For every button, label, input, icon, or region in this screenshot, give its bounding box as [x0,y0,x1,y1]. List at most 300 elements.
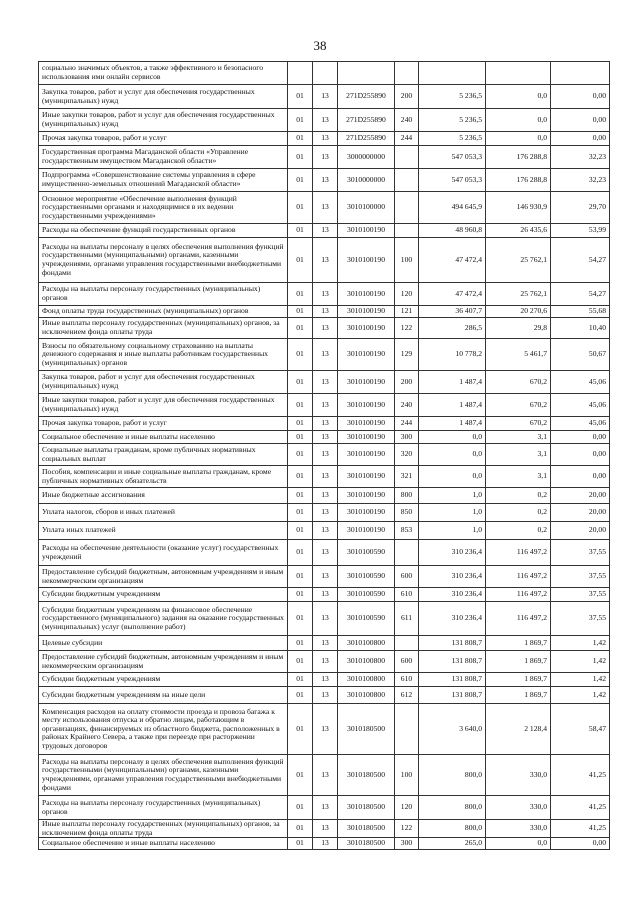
row-c1-cell: 01 [288,283,313,306]
row-c4-cell: 100 [395,238,419,283]
row-c1-cell: 01 [288,796,313,820]
row-v1-cell: 47 472,4 [419,238,486,283]
row-c2-cell [313,62,338,85]
row-c4-cell: 244 [395,132,419,146]
row-v2-cell: 0,2 [486,488,551,504]
row-v3-cell: 0,00 [551,132,610,146]
row-c2-cell: 13 [313,687,338,704]
row-label-cell: Субсидии бюджетным учреждениям на финансовое обеспечение государственного (муниципального) задания на оказание государственных (муниципальных) услуг (выполнение работ) [39,602,288,636]
row-v2-cell: 1 869,7 [486,651,551,673]
row-c2-cell: 13 [313,318,338,339]
row-v1-cell: 5 236,5 [419,132,486,146]
row-c1-cell: 01 [288,755,313,796]
row-c2-cell: 13 [313,306,338,318]
row-v1-cell: 5 236,5 [419,109,486,132]
table-row [39,466,610,488]
row-v2-cell: 2 128,4 [486,704,551,755]
row-v1-cell: 5 236,5 [419,85,486,109]
row-c1-cell: 01 [288,339,313,371]
row-c2-cell: 13 [313,838,338,850]
row-c2-cell: 13 [313,466,338,488]
row-v1-cell: 1,0 [419,488,486,504]
row-c2-cell: 13 [313,488,338,504]
row-v1-cell: 131 808,7 [419,687,486,704]
row-v1-cell: 131 808,7 [419,636,486,651]
row-c4-cell: 300 [395,838,419,850]
row-v3-cell: 54,27 [551,238,610,283]
row-c3-cell: 3010100190 [338,444,395,466]
row-v1-cell: 1 487,4 [419,394,486,417]
row-c4-cell: 600 [395,566,419,588]
row-c2-cell: 13 [313,431,338,444]
row-v2-cell: 3,1 [486,466,551,488]
row-c1-cell: 01 [288,306,313,318]
row-v3-cell: 37,55 [551,566,610,588]
row-v2-cell: 3,1 [486,431,551,444]
row-v1-cell: 47 472,4 [419,283,486,306]
row-c2-cell: 13 [313,636,338,651]
row-label-cell: Целевые субсидии [39,636,288,651]
row-c3-cell: 3010100590 [338,566,395,588]
row-v2-cell: 146 930,9 [486,192,551,224]
row-label-cell: Предоставление субсидий бюджетным, автономным учреждениям и иным некоммерческим организациям [39,566,288,588]
table-row [39,431,610,444]
row-v2-cell: 1 869,7 [486,673,551,687]
row-c4-cell: 129 [395,339,419,371]
row-label-cell: Расходы на обеспечение деятельности (оказание услуг) государственных учреждений [39,540,288,566]
row-c2-cell: 13 [313,85,338,109]
row-v1-cell: 494 645,9 [419,192,486,224]
row-c1-cell: 01 [288,687,313,704]
row-label-cell: Закупка товаров, работ и услуг для обеспечения государственных (муниципальных) нужд [39,371,288,394]
row-v3-cell: 20,00 [551,522,610,540]
row-v2-cell: 176 288,8 [486,169,551,192]
row-v2-cell: 116 497,2 [486,566,551,588]
row-c3-cell [338,62,395,85]
row-c1-cell: 01 [288,146,313,169]
row-c2-cell: 13 [313,651,338,673]
table-row [39,838,610,850]
row-c3-cell: 271D255890 [338,132,395,146]
row-v2-cell: 1 869,7 [486,636,551,651]
table-row [39,651,610,673]
row-c2-cell: 13 [313,504,338,522]
row-v3-cell: 45,06 [551,417,610,431]
row-label-cell: Уплата иных платежей [39,522,288,540]
row-v3-cell: 41,25 [551,820,610,838]
row-c3-cell: 3010100000 [338,192,395,224]
row-c3-cell: 3010100800 [338,673,395,687]
row-c4-cell: 611 [395,602,419,636]
table-row [39,238,610,283]
row-c3-cell: 3010100190 [338,522,395,540]
table-row [39,687,610,704]
row-v1-cell: 547 053,3 [419,169,486,192]
row-v3-cell: 41,25 [551,755,610,796]
row-c4-cell: 320 [395,444,419,466]
row-c4-cell: 120 [395,283,419,306]
row-v1-cell: 3 640,0 [419,704,486,755]
row-c1-cell: 01 [288,132,313,146]
table-row [39,85,610,109]
row-c4-cell: 600 [395,651,419,673]
table-row [39,339,610,371]
row-c4-cell: 610 [395,673,419,687]
row-c4-cell: 321 [395,466,419,488]
row-label-cell: Взносы по обязательному социальному страхованию на выплаты денежного содержания и иные выплаты работникам государственных (муниципальных) органов [39,339,288,371]
row-c4-cell: 122 [395,820,419,838]
row-c2-cell: 13 [313,602,338,636]
row-v3-cell: 0,00 [551,109,610,132]
row-v3-cell: 0,00 [551,838,610,850]
row-c4-cell: 120 [395,796,419,820]
row-v3-cell: 0,00 [551,444,610,466]
row-c3-cell: 3000000000 [338,146,395,169]
row-c3-cell: 3010100190 [338,431,395,444]
row-c4-cell: 300 [395,431,419,444]
row-c3-cell: 3010100190 [338,306,395,318]
row-v3-cell: 1,42 [551,636,610,651]
row-c3-cell: 3010000000 [338,169,395,192]
row-c3-cell: 3010100190 [338,318,395,339]
table-row [39,371,610,394]
row-v3-cell: 37,55 [551,602,610,636]
table-row [39,488,610,504]
row-c2-cell: 13 [313,588,338,602]
row-c3-cell: 3010100190 [338,283,395,306]
table-row [39,417,610,431]
row-v3-cell: 1,42 [551,673,610,687]
row-c4-cell [395,192,419,224]
row-c2-cell: 13 [313,192,338,224]
row-c3-cell: 3010100590 [338,540,395,566]
row-v2-cell: 116 497,2 [486,540,551,566]
row-c1-cell: 01 [288,820,313,838]
row-c1-cell: 01 [288,504,313,522]
row-v3-cell: 58,47 [551,704,610,755]
row-c4-cell [395,704,419,755]
row-c1-cell: 01 [288,651,313,673]
row-v3-cell: 29,70 [551,192,610,224]
row-v3-cell [551,62,610,85]
row-label-cell: социально значимых объектов, а также эффективного и безопасного использования ими онлайн сервисов [39,62,288,85]
row-c4-cell: 200 [395,85,419,109]
row-c3-cell: 3010100190 [338,394,395,417]
row-v1-cell: 286,5 [419,318,486,339]
row-v3-cell: 37,55 [551,540,610,566]
row-v1-cell: 265,0 [419,838,486,850]
row-v1-cell: 48 960,8 [419,224,486,238]
row-c1-cell [288,62,313,85]
row-label-cell: Расходы на выплаты персоналу в целях обеспечения выполнения функций государственными (муниципальными) органами, казенными учреждениями, органами управления государственными внебюджетными фондами [39,238,288,283]
table-row [39,636,610,651]
row-c1-cell: 01 [288,417,313,431]
row-v2-cell: 330,0 [486,796,551,820]
row-c4-cell: 122 [395,318,419,339]
row-v1-cell: 800,0 [419,755,486,796]
row-label-cell: Уплата налогов, сборов и иных платежей [39,504,288,522]
row-v1-cell: 131 808,7 [419,673,486,687]
row-v2-cell: 670,2 [486,394,551,417]
row-c1-cell: 01 [288,431,313,444]
row-v1-cell: 1,0 [419,504,486,522]
row-v3-cell: 32,23 [551,146,610,169]
table-row [39,820,610,838]
row-c3-cell: 3010100800 [338,636,395,651]
row-c3-cell: 3010180500 [338,796,395,820]
row-c1-cell: 01 [288,566,313,588]
row-c1-cell: 01 [288,488,313,504]
row-v1-cell: 310 236,4 [419,602,486,636]
row-c1-cell: 01 [288,466,313,488]
row-label-cell: Основное мероприятие «Обеспечение выполнения функций государственными органами и находящимися в их ведении государственными учреждениями» [39,192,288,224]
row-c1-cell: 01 [288,224,313,238]
row-v2-cell: 330,0 [486,820,551,838]
row-v3-cell: 37,55 [551,588,610,602]
row-c3-cell: 3010100190 [338,488,395,504]
table-row [39,755,610,796]
row-label-cell: Иные выплаты персоналу государственных (муниципальных) органов, за исключением фонда оплаты труда [39,820,288,838]
row-c3-cell: 3010100800 [338,651,395,673]
table-row [39,522,610,540]
row-v2-cell: 0,0 [486,85,551,109]
table-row [39,146,610,169]
row-c3-cell: 271D255890 [338,109,395,132]
row-v2-cell: 116 497,2 [486,588,551,602]
row-c1-cell: 01 [288,444,313,466]
row-c3-cell: 271D255890 [338,85,395,109]
row-v1-cell: 800,0 [419,820,486,838]
row-c2-cell: 13 [313,444,338,466]
row-c2-cell: 13 [313,673,338,687]
row-v2-cell: 0,2 [486,504,551,522]
table-row [39,192,610,224]
row-c3-cell: 3010100190 [338,371,395,394]
row-c4-cell [395,146,419,169]
row-c3-cell: 3010100590 [338,602,395,636]
table-row [39,62,610,85]
row-c3-cell: 3010180500 [338,838,395,850]
row-c2-cell: 13 [313,394,338,417]
row-c4-cell: 850 [395,504,419,522]
row-label-cell: Прочая закупка товаров, работ и услуг [39,417,288,431]
row-c1-cell: 01 [288,169,313,192]
row-c4-cell: 240 [395,109,419,132]
row-v3-cell: 1,42 [551,651,610,673]
row-v2-cell: 330,0 [486,755,551,796]
row-c3-cell: 3010100190 [338,339,395,371]
row-label-cell: Подпрограмма «Совершенствование системы управления в сфере имущественно-земельных отношений Магаданской области» [39,169,288,192]
row-label-cell: Прочая закупка товаров, работ и услуг [39,132,288,146]
table-row [39,444,610,466]
row-c2-cell: 13 [313,339,338,371]
row-v3-cell: 55,68 [551,306,610,318]
row-c1-cell: 01 [288,704,313,755]
row-c2-cell: 13 [313,283,338,306]
row-v3-cell: 45,06 [551,371,610,394]
row-v1-cell: 310 236,4 [419,588,486,602]
row-c1-cell: 01 [288,85,313,109]
row-c1-cell: 01 [288,636,313,651]
row-c1-cell: 01 [288,838,313,850]
row-label-cell: Иные закупки товаров, работ и услуг для обеспечения государственных (муниципальных) нужд [39,394,288,417]
row-c3-cell: 3010180500 [338,704,395,755]
row-v2-cell: 0,0 [486,838,551,850]
row-v3-cell: 1,42 [551,687,610,704]
table-row [39,602,610,636]
row-c2-cell: 13 [313,417,338,431]
row-c4-cell [395,636,419,651]
row-label-cell: Расходы на выплаты персоналу государственных (муниципальных) органов [39,283,288,306]
row-c1-cell: 01 [288,318,313,339]
row-c1-cell: 01 [288,394,313,417]
row-c1-cell: 01 [288,109,313,132]
row-v1-cell: 1 487,4 [419,371,486,394]
table-body [39,62,610,850]
row-c2-cell: 13 [313,820,338,838]
row-v2-cell: 670,2 [486,371,551,394]
table-row [39,306,610,318]
row-label-cell: Пособия, компенсации и иные социальные выплаты гражданам, кроме публичных нормативных обязательств [39,466,288,488]
row-c2-cell: 13 [313,796,338,820]
row-c1-cell: 01 [288,540,313,566]
row-c4-cell: 612 [395,687,419,704]
table-row [39,109,610,132]
row-label-cell: Социальные выплаты гражданам, кроме публичных нормативных социальных выплат [39,444,288,466]
row-v2-cell: 25 762,1 [486,238,551,283]
row-c3-cell: 3010180500 [338,755,395,796]
row-label-cell: Иные выплаты персоналу государственных (муниципальных) органов, за исключением фонда оплаты труда [39,318,288,339]
row-label-cell: Государственная программа Магаданской области «Управление государственным имуществом Магаданской области» [39,146,288,169]
row-v2-cell: 25 762,1 [486,283,551,306]
row-c3-cell: 3010100190 [338,238,395,283]
row-c3-cell: 3010100190 [338,417,395,431]
row-c2-cell: 13 [313,109,338,132]
row-v1-cell: 547 053,3 [419,146,486,169]
row-c1-cell: 01 [288,602,313,636]
table-row [39,588,610,602]
row-c4-cell: 121 [395,306,419,318]
table-row [39,673,610,687]
row-v2-cell: 0,0 [486,132,551,146]
row-v3-cell: 41,25 [551,796,610,820]
row-v3-cell: 53,99 [551,224,610,238]
row-v2-cell: 3,1 [486,444,551,466]
row-v1-cell: 10 778,2 [419,339,486,371]
table-row [39,318,610,339]
row-label-cell: Расходы на выплаты персоналу в целях обеспечения выполнения функций государственными (муниципальными) органами, казенными учреждениями, органами управления государственными внебюджетными фондами [39,755,288,796]
row-label-cell: Компенсация расходов на оплату стоимости проезда и провоза багажа к месту использования отпуска и обратно лицам, работающим в организациях, финансируемых из областного бюджета, расположенных в районах Крайнего Севера, а также при переезде при расторжении трудовых договоров [39,704,288,755]
row-label-cell: Субсидии бюджетным учреждениям на иные цели [39,687,288,704]
table-row [39,394,610,417]
row-label-cell: Иные закупки товаров, работ и услуг для обеспечения государственных (муниципальных) нужд [39,109,288,132]
row-c2-cell: 13 [313,704,338,755]
row-v2-cell: 1 869,7 [486,687,551,704]
row-v3-cell: 50,67 [551,339,610,371]
table-row [39,283,610,306]
row-v1-cell [419,62,486,85]
row-v1-cell: 310 236,4 [419,540,486,566]
row-c2-cell: 13 [313,522,338,540]
row-c1-cell: 01 [288,371,313,394]
row-v2-cell: 20 270,6 [486,306,551,318]
table-row [39,224,610,238]
row-label-cell: Иные бюджетные ассигнования [39,488,288,504]
row-label-cell: Субсидии бюджетным учреждениям [39,588,288,602]
row-v2-cell: 29,8 [486,318,551,339]
row-c4-cell [395,62,419,85]
row-label-cell: Закупка товаров, работ и услуг для обеспечения государственных (муниципальных) нужд [39,85,288,109]
row-c4-cell [395,169,419,192]
row-c1-cell: 01 [288,192,313,224]
row-v1-cell: 0,0 [419,431,486,444]
row-v2-cell [486,62,551,85]
table-row [39,132,610,146]
row-c3-cell: 3010100800 [338,687,395,704]
row-label-cell: Социальное обеспечение и иные выплаты населению [39,838,288,850]
row-c4-cell: 240 [395,394,419,417]
table-row [39,169,610,192]
row-v2-cell: 26 435,6 [486,224,551,238]
row-label-cell: Субсидии бюджетным учреждениям [39,673,288,687]
row-c4-cell [395,540,419,566]
table-row [39,566,610,588]
row-c4-cell: 244 [395,417,419,431]
row-label-cell: Предоставление субсидий бюджетным, автономным учреждениям и иным некоммерческим организациям [39,651,288,673]
row-v1-cell: 0,0 [419,466,486,488]
row-v2-cell: 116 497,2 [486,602,551,636]
row-c1-cell: 01 [288,588,313,602]
row-v3-cell: 20,00 [551,504,610,522]
table-row [39,540,610,566]
row-c4-cell [395,224,419,238]
row-v1-cell: 1 487,4 [419,417,486,431]
row-v1-cell: 800,0 [419,796,486,820]
table-row [39,704,610,755]
row-v2-cell: 0,0 [486,109,551,132]
row-c2-cell: 13 [313,755,338,796]
row-v3-cell: 10,40 [551,318,610,339]
row-c2-cell: 13 [313,566,338,588]
row-c2-cell: 13 [313,540,338,566]
budget-table [38,61,610,850]
row-c2-cell: 13 [313,146,338,169]
row-c4-cell: 853 [395,522,419,540]
row-label-cell: Расходы на обеспечение функций государственных органов [39,224,288,238]
row-c3-cell: 3010180500 [338,820,395,838]
row-v1-cell: 310 236,4 [419,566,486,588]
row-v1-cell: 36 407,7 [419,306,486,318]
row-c3-cell: 3010100190 [338,224,395,238]
row-c3-cell: 3010100190 [338,466,395,488]
row-c2-cell: 13 [313,371,338,394]
row-v3-cell: 32,23 [551,169,610,192]
row-label-cell: Расходы на выплаты персоналу государственных (муниципальных) органов [39,796,288,820]
row-c1-cell: 01 [288,673,313,687]
row-c2-cell: 13 [313,132,338,146]
row-c4-cell: 610 [395,588,419,602]
row-c4-cell: 200 [395,371,419,394]
row-c1-cell: 01 [288,238,313,283]
row-c3-cell: 3010100590 [338,588,395,602]
row-v2-cell: 0,2 [486,522,551,540]
row-c2-cell: 13 [313,224,338,238]
row-c2-cell: 13 [313,238,338,283]
row-v1-cell: 0,0 [419,444,486,466]
row-v2-cell: 176 288,8 [486,146,551,169]
row-v2-cell: 670,2 [486,417,551,431]
row-v3-cell: 20,00 [551,488,610,504]
